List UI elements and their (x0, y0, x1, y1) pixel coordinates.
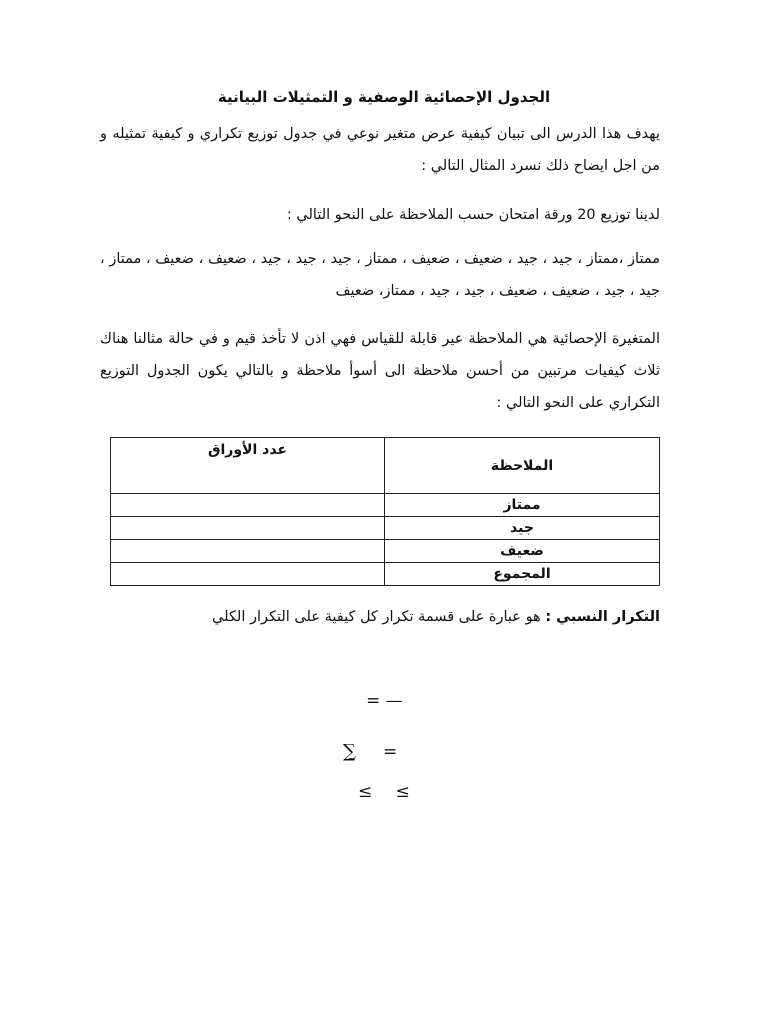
sigma-symbol: ∑̱ (343, 741, 356, 762)
inequality-symbols: ≤ ≤ (358, 782, 410, 802)
definition-text: هو عبارة على قسمة تكرار كل كيفية على التكرار الكلي (212, 609, 546, 625)
explanation-paragraph: المتغيرة الإحصائية هي الملاحظة عير قابلة للقياس فهي اذن لا تأخذ قيم و في حالة مثالنا هناك ثلاث كيفيات مرتبين من أحسن ملاحظة الى أسوأ ملاحظة و بالتالي يكون الجدول التوزيع التكراري على النحو التالي : (100, 331, 660, 411)
frequency-table (110, 437, 660, 586)
formula-equals-sign: = (383, 742, 398, 762)
row-count-weak (111, 540, 385, 563)
given-paragraph: لدينا توزيع 20 ورقة امتحان حسب الملاحظة على النحو التالي : (286, 207, 660, 223)
definition-term: التكرار النسبي : (545, 609, 660, 625)
table-row (111, 517, 660, 540)
row-count-good (111, 517, 385, 540)
table-row (111, 563, 660, 586)
relative-frequency-definition (100, 604, 660, 630)
row-note-excellent: ممتاز (385, 494, 660, 517)
row-count-excellent (111, 494, 385, 517)
table-row (111, 494, 660, 517)
data-list-paragraph: ممتاز ،ممتاز ، جيد ، جيد ، ضعيف ، ضعيف ، ممتاز ، جيد ، جيد ، جيد ، ضعيف ، ضعيف ، ممتاز ، جيد ، جيد ، ضعيف ، ضعيف ، جيد ، جيد ، ممتاز، ضعيف (100, 251, 660, 299)
header-note: الملاحظة (385, 438, 660, 494)
formula-fraction-line: = — (366, 691, 403, 711)
table-row (111, 540, 660, 563)
header-count: عدد الأوراق (111, 438, 385, 494)
row-count-total (111, 563, 385, 586)
page-title: الجدول الإحصائية الوصفية و التمثيلات البيانية (217, 88, 551, 106)
row-note-good: جيد (385, 517, 660, 540)
row-note-total: المجموع (385, 563, 660, 586)
intro-paragraph: يهدف هذا الدرس الى تبيان كيفية عرض متغير نوعي في جدول توزيع تكراري و كيفية تمثيله و من اجل ايضاح ذلك نسرد المثال التالي : (100, 126, 660, 174)
table-header-row (111, 438, 660, 494)
row-note-weak: ضعيف (385, 540, 660, 563)
